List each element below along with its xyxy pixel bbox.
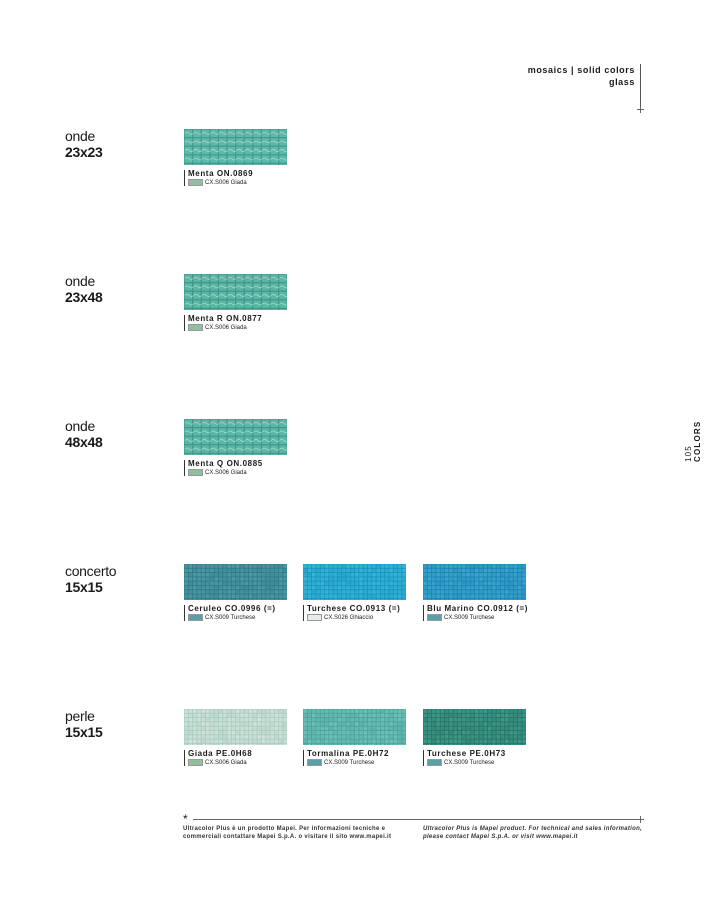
series-name: onde bbox=[65, 273, 95, 289]
grout-reference bbox=[427, 614, 494, 621]
mosaic-tile-swatch bbox=[184, 274, 287, 310]
mosaic-tile-swatch bbox=[423, 564, 526, 600]
footer-divider bbox=[193, 819, 640, 820]
page-number: 105 bbox=[684, 445, 693, 462]
grout-color-swatch bbox=[427, 759, 442, 766]
section-title bbox=[65, 563, 116, 595]
grout-name: CX.S006 Giada bbox=[205, 324, 247, 331]
caption-rule bbox=[184, 315, 185, 331]
product-code: Turchese PE.0H73 bbox=[427, 749, 506, 758]
grout-color-swatch bbox=[188, 759, 203, 766]
grout-reference bbox=[188, 179, 247, 186]
header-category: mosaics | solid colors bbox=[527, 65, 635, 75]
grout-name: CX.S009 Turchese bbox=[444, 614, 495, 621]
grout-name: CX.S009 Turchese bbox=[324, 759, 375, 766]
tile-size: 48x48 bbox=[65, 434, 103, 450]
mosaic-tile-swatch bbox=[184, 709, 287, 745]
product-code: Menta R ON.0877 bbox=[188, 314, 263, 323]
caption-rule bbox=[184, 750, 185, 766]
grout-color-swatch bbox=[188, 614, 203, 621]
crop-mark-icon bbox=[637, 816, 644, 823]
mosaic-tile-swatch bbox=[184, 564, 287, 600]
section-label: COLORS bbox=[693, 420, 702, 462]
caption-rule bbox=[184, 605, 185, 621]
series-name: onde bbox=[65, 128, 95, 144]
caption-rule bbox=[184, 170, 185, 186]
header-divider bbox=[640, 64, 641, 106]
product-code: Menta Q ON.0885 bbox=[188, 459, 263, 468]
series-name: onde bbox=[65, 418, 95, 434]
tile-size: 15x15 bbox=[65, 724, 103, 740]
mosaic-tile-swatch bbox=[184, 129, 287, 165]
grout-color-swatch bbox=[188, 179, 203, 186]
page-header bbox=[528, 64, 635, 88]
section-title bbox=[65, 128, 102, 160]
grout-name: CX.S009 Turchese bbox=[205, 614, 256, 621]
grout-reference bbox=[188, 469, 247, 476]
tile-size: 15x15 bbox=[65, 579, 103, 595]
product-code: Giada PE.0H68 bbox=[188, 749, 253, 758]
grout-color-swatch bbox=[188, 324, 203, 331]
grout-reference bbox=[307, 614, 373, 621]
series-name: perle bbox=[65, 708, 95, 724]
caption-rule bbox=[423, 605, 424, 621]
mosaic-tile-swatch bbox=[184, 419, 287, 455]
header-material: glass bbox=[608, 77, 635, 87]
footer-note-italian: Ultracolor Plus è un prodotto Mapei. Per informazioni tecniche e commerciali contattare Mapei S.p.A. o visitare il sito www.mapei.it bbox=[183, 826, 392, 840]
grout-color-swatch bbox=[188, 469, 203, 476]
grout-reference bbox=[188, 324, 247, 331]
product-code: Tormalina PE.0H72 bbox=[307, 749, 390, 758]
grout-name: CX.S006 Giada bbox=[205, 759, 247, 766]
grout-reference bbox=[427, 759, 494, 766]
caption-rule bbox=[184, 460, 185, 476]
caption-rule bbox=[303, 750, 304, 766]
section-title bbox=[65, 708, 102, 740]
grout-color-swatch bbox=[307, 759, 322, 766]
mosaic-tile-swatch bbox=[303, 709, 406, 745]
grout-reference bbox=[188, 614, 255, 621]
grout-color-swatch bbox=[307, 614, 322, 621]
product-code: Ceruleo CO.0996 (=) bbox=[188, 604, 276, 613]
grout-reference bbox=[188, 759, 247, 766]
grout-reference bbox=[307, 759, 374, 766]
grout-name: CX.S026 Ghiaccio bbox=[324, 614, 374, 621]
mosaic-tile-swatch bbox=[423, 709, 526, 745]
caption-rule bbox=[303, 605, 304, 621]
page-side-label bbox=[684, 410, 702, 462]
caption-rule bbox=[423, 750, 424, 766]
section-title bbox=[65, 273, 102, 305]
grout-name: CX.S006 Giada bbox=[205, 469, 247, 476]
footnote-star: * bbox=[183, 812, 188, 826]
section-title bbox=[65, 418, 102, 450]
product-code: Blu Marino CO.0912 (=) bbox=[427, 604, 528, 613]
product-code: Turchese CO.0913 (=) bbox=[307, 604, 401, 613]
series-name: concerto bbox=[65, 563, 117, 579]
grout-name: CX.S006 Giada bbox=[205, 179, 247, 186]
product-code: Menta ON.0869 bbox=[188, 169, 254, 178]
mosaic-tile-swatch bbox=[303, 564, 406, 600]
tile-size: 23x23 bbox=[65, 144, 103, 160]
crop-mark-icon bbox=[637, 106, 644, 113]
tile-size: 23x48 bbox=[65, 289, 103, 305]
grout-name: CX.S009 Turchese bbox=[444, 759, 495, 766]
grout-color-swatch bbox=[427, 614, 442, 621]
footer-note-english: Ultracolor Plus is Mapei product. For technical and sales information, please contact Mapei S.p.A. or visit www.mapei.it bbox=[423, 826, 643, 840]
